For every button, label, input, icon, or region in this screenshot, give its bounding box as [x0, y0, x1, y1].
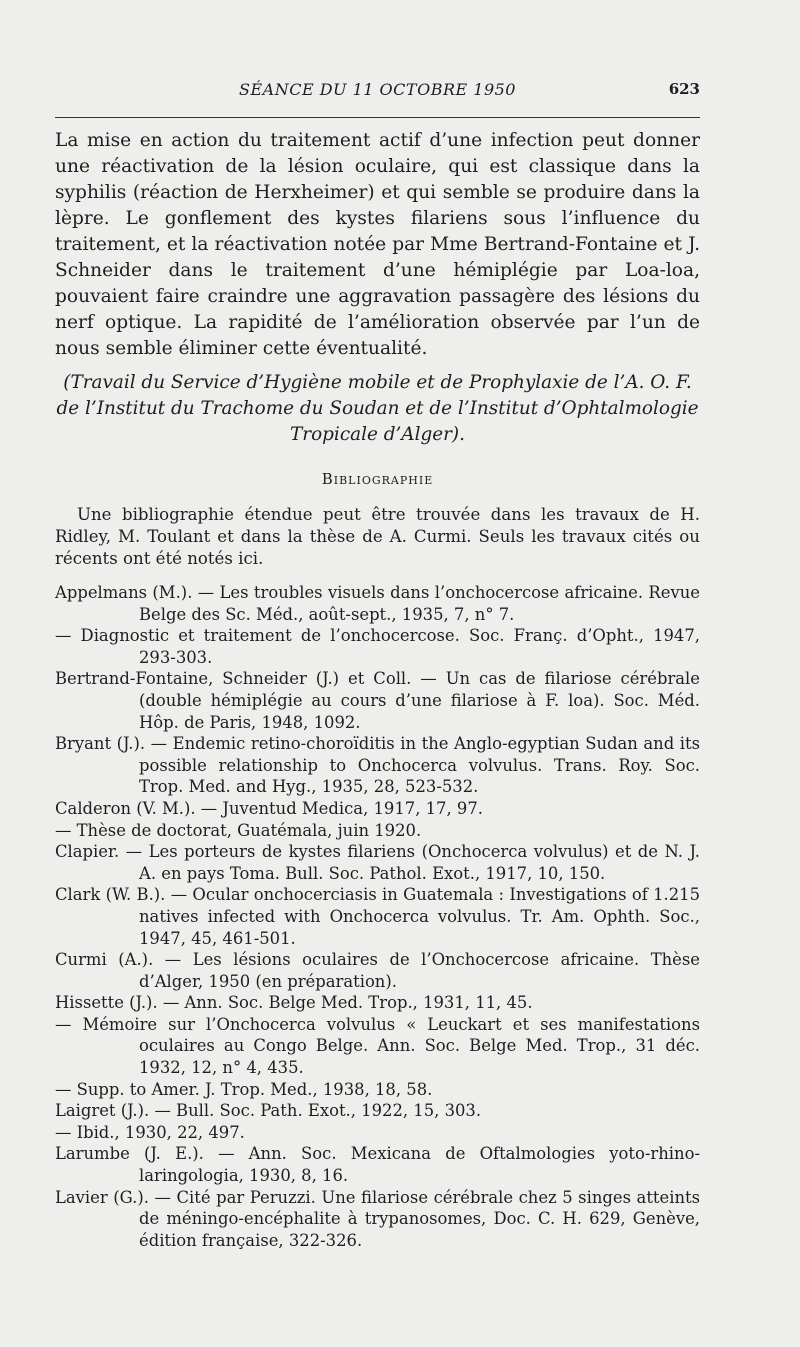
reference-item: Larumbe (J. E.). — Ann. Soc. Mexicana de Oftalmologies yoto-rhino-laringologia, 1930, 8, 16. — [55, 1144, 700, 1186]
institution-credit: (Travail du Service d’Hygiène mobile et de Prophylaxie de l’A. O. F. de l’Institut du Trachome du Soudan et de l’Institut d’Ophtalmologie Tropicale d’Alger). — [56, 372, 699, 445]
bibliography-heading: Bibliographie — [321, 470, 434, 488]
header-rule — [55, 117, 700, 118]
reference-item: Clark (W. B.). — Ocular onchocerciasis in Guatemala : Investigations of 1.215 natives infected with Onchocerca volvulus. Tr. Am. Ophth. Soc., 1947, 45, 461-501. — [55, 885, 700, 948]
reference-item: — Ibid., 1930, 22, 497. — [55, 1122, 245, 1142]
bibliography-intro: Une bibliographie étendue peut être trouvée dans les travaux de H. Ridley, M. Toulant et dans la thèse de A. Curmi. Seuls les travaux cités ou récents ont été notés ici. — [55, 505, 700, 568]
reference-item: Hissette (J.). — Ann. Soc. Belge Med. Trop., 1931, 11, 45. — [55, 993, 533, 1013]
reference-item: — Diagnostic et traitement de l’onchocercose. Soc. Franç. d’Opht., 1947, 293-303. — [55, 626, 700, 667]
reference-item: Bertrand-Fontaine, Schneider (J.) et Coll. — Un cas de filariose cérébrale (double hémiplégie au cours d’une filariose à F. loa). Soc. Méd. Hôp. de Paris, 1948, 1092. — [55, 669, 700, 732]
reference-item: — Mémoire sur l’Onchocerca volvulus « Leuckart et ses manifestations oculaires au Congo Belge. Ann. Soc. Belge Med. Trop., 31 déc. 1932, 12, n° 4, 435. — [55, 1014, 700, 1078]
reference-list — [55, 582, 700, 1251]
reference-item: — Supp. to Amer. J. Trop. Med., 1938, 18, 58. — [55, 1079, 433, 1099]
reference-item: Bryant (J.). — Endemic retino-choroïditis in the Anglo-egyptian Sudan and its possible relationship to Onchocerca volvulus. Trans. Roy. Soc. Trop. Med. and Hyg., 1935, 28, 523-532. — [55, 734, 700, 797]
reference-item: Calderon (V. M.). — Juventud Medica, 1917, 17, 97. — [55, 798, 483, 818]
reference-item: Appelmans (M.). — Les troubles visuels dans l’onchocercose africaine. Revue Belge des Sc. Méd., août-sept., 1935, 7, n° 7. — [55, 583, 700, 624]
page-number: 623 — [668, 80, 700, 98]
reference-item: Clapier. — Les porteurs de kystes filariens (Onchocerca volvulus) et de N. J. A. en pays Toma. Bull. Soc. Pathol. Exot., 1917, 10, 150. — [55, 842, 700, 883]
running-header — [55, 80, 700, 104]
reference-item: Laigret (J.). — Bull. Soc. Path. Exot., 1922, 15, 303. — [55, 1101, 482, 1121]
running-title: SÉANCE DU 11 OCTOBRE 1950 — [239, 80, 516, 99]
reference-item: — Thèse de doctorat, Guatémala, juin 1920. — [55, 820, 422, 840]
reference-item: Lavier (G.). — Cité par Peruzzi. Une filariose cérébrale chez 5 singes atteints de méningo-encéphalite à trypanosomes, Doc. C. H. 629, Genève, édition française, 322-326. — [55, 1187, 700, 1250]
page-body — [55, 128, 700, 1251]
body-paragraph: La mise en action du traitement actif d’une infection peut donner une réactivation de la lésion oculaire, qui est classique dans la syphilis (réaction de Herxheimer) et qui semble se produire dans la lèpre. Le gonflement des kystes filariens sous l’influence du traitement, et la réactivation notée par Mme Bertrand-Fontaine et J. Schneider dans le traitement d’une hémiplégie par Loa-loa, pouvaient faire craindre une aggravation passagère des lésions du nerf optique. La rapidité de l’amélioration observée par l’un de nous semble éliminer cette éventualité. — [55, 130, 700, 359]
reference-item: Curmi (A.). — Les lésions oculaires de l’Onchocercose africaine. Thèse d’Alger, 1950 (en préparation). — [55, 950, 700, 991]
